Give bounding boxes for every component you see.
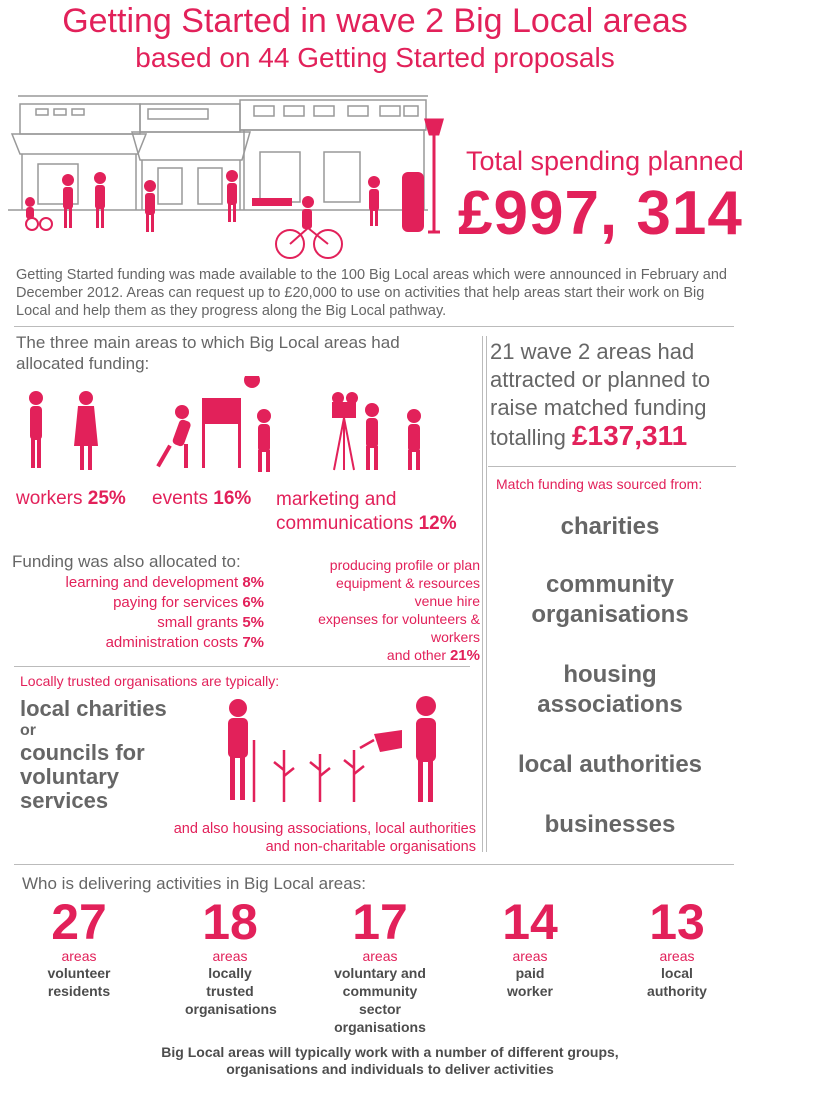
column-divider [486,336,487,852]
trusted-heading: Locally trusted organisations are typically: [20,673,280,689]
match-funding-summary: 21 wave 2 areas had attracted or planned to raise matched funding totalling £137,311 [490,339,711,451]
delivery-stat: 27 areas volunteer residents [47,894,111,999]
street-illustration [8,92,458,264]
footer-note: Big Local areas will typically work with a number of different groups, organisations and individuals to deliver activities [161,1044,619,1077]
source-businesses: businesses [544,811,676,838]
intro-paragraph: Getting Started funding was made available to the 100 Big Local areas which were announced in February and December 2012. Areas can request up to £20,000 to use on activities that help areas start their work on Big Local and help them as they progress along the Big Local pathway. [16,267,727,319]
list-item: paying for services 6% [113,594,264,611]
divider [14,666,470,667]
divider [14,326,734,327]
list-item: producing profile or plan [329,557,480,573]
category-events: events 16% [152,488,252,509]
delivery-stat: 18 areas locally trusted organisations [185,894,277,1017]
column-divider [482,336,483,852]
delivery-stat: 14 areas paid worker [502,894,558,999]
list-item: expenses for volunteers & [318,611,480,627]
gardening-illustration [210,690,460,810]
total-spending-label: Total spending planned [466,146,744,176]
list-item: venue hire [414,593,480,609]
total-spending-value: £997, 314 [458,179,743,248]
delivery-heading: Who is delivering activities in Big Local areas: [22,874,366,893]
source-housing-associations: housing associations [537,661,683,718]
main-areas-illustration [12,376,472,476]
also-left-list [20,573,264,653]
main-areas-heading: The three main areas to which Big Local areas had allocated funding: [16,333,400,373]
match-source-heading: Match funding was sourced from: [496,476,703,492]
list-item: equipment & resources [336,575,480,591]
divider [14,864,734,865]
trusted-list: local charities or councils for voluntary services [20,696,167,813]
source-local-authorities: local authorities [517,751,703,778]
source-community-organisations: community organisations [531,571,689,628]
delivery-stat: 17 areas voluntary and community sector organisations [334,894,426,1035]
list-item: workers [430,629,480,645]
category-workers: workers 25% [16,488,126,509]
list-item: administration costs 7% [105,634,264,651]
source-charities: charities [560,513,660,540]
page-title: Getting Started in wave 2 Big Local areas [62,2,688,40]
page-subtitle: based on 44 Getting Started proposals [135,42,615,73]
list-item: learning and development 8% [65,574,264,591]
list-item: and other 21% [386,647,480,664]
category-marketing: marketing and communications 12% [276,489,457,534]
divider [488,466,736,467]
also-allocated-heading: Funding was also allocated to: [12,552,241,571]
list-item: small grants 5% [157,614,264,631]
trusted-also-text: and also housing associations, local authorities and non-charitable organisations [173,821,476,855]
match-funding-amount: £137,311 [571,420,688,451]
also-right-list [288,556,480,665]
delivery-stat: 13 areas local authority [647,894,707,999]
